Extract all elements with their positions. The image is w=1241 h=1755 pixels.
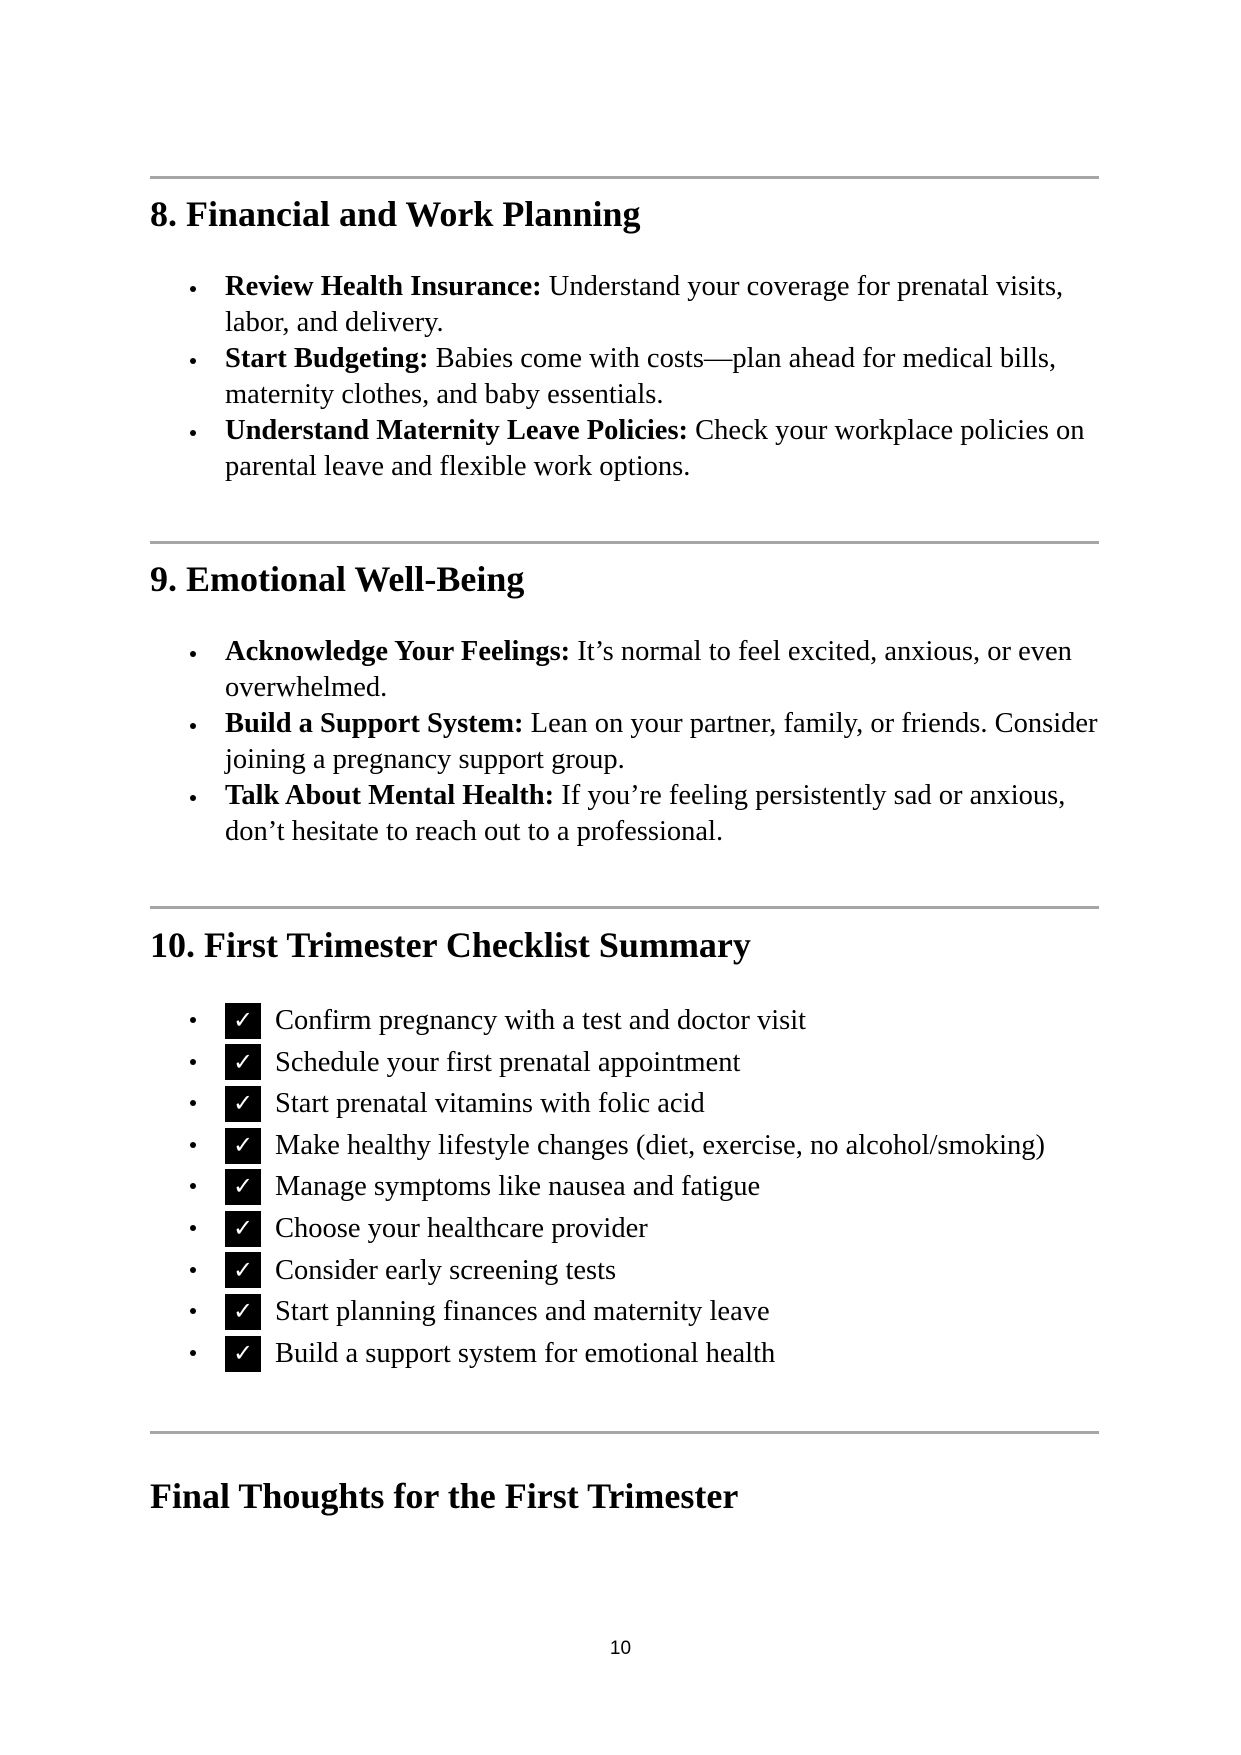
bullet-list (150, 269, 1105, 485)
section-heading: 9. Emotional Well-Being (150, 559, 525, 599)
checklist-text: Manage symptoms like nausea and fatigue (275, 1171, 761, 1203)
checklist-text: Start planning finances and maternity leave (275, 1296, 770, 1328)
item-text: It’s normal to feel excited, anxious, or even overwhelmed. (225, 636, 1072, 703)
item-text: Lean on your partner, family, or friends. Consider joining a pregnancy support group. (225, 708, 1098, 775)
item-label: Review Health Insurance: (225, 271, 542, 302)
checklist-item (150, 1250, 1105, 1292)
checklist-text: Choose your healthcare provider (275, 1212, 648, 1244)
checklist-item (150, 1166, 1105, 1208)
list-item (150, 341, 1105, 413)
checklist-text: Confirm pregnancy with a test and doctor visit (275, 1005, 807, 1036)
list-item (150, 269, 1105, 341)
divider (150, 906, 1099, 909)
item-label: Understand Maternity Leave Policies: (225, 415, 689, 446)
item-text: Check your workplace policies on parental leave and flexible work options. (225, 415, 1085, 482)
checklist-item (150, 1083, 1105, 1125)
checklist-item (150, 1291, 1105, 1333)
checklist-item (150, 1208, 1105, 1250)
list-item (150, 413, 1105, 485)
checklist-item (150, 1000, 1105, 1042)
section-heading: 8. Financial and Work Planning (150, 194, 641, 234)
check-box-icon: ✓ (225, 1003, 261, 1039)
check-box-icon: ✓ (225, 1252, 261, 1288)
item-text: Understand your coverage for prenatal visits, labor, and delivery. (225, 271, 1064, 338)
check-box-icon: ✓ (225, 1044, 261, 1080)
check-box-icon: ✓ (225, 1211, 261, 1247)
check-box-icon: ✓ (225, 1169, 261, 1205)
checklist (150, 1000, 1105, 1374)
divider (150, 176, 1099, 179)
item-label: Acknowledge Your Feelings: (225, 636, 571, 667)
check-box-icon: ✓ (225, 1128, 261, 1164)
checklist-text: Start prenatal vitamins with folic acid (275, 1088, 705, 1120)
list-item (150, 706, 1105, 778)
checklist-text: Consider early screening tests (275, 1254, 617, 1286)
item-label: Build a Support System: (225, 708, 524, 739)
checklist-text: Schedule your first prenatal appointment (275, 1046, 741, 1078)
check-box-icon: ✓ (225, 1294, 261, 1330)
check-box-icon: ✓ (225, 1086, 261, 1122)
list-item (150, 778, 1105, 850)
checklist-item (150, 1125, 1105, 1167)
check-box-icon: ✓ (225, 1336, 261, 1372)
item-label: Talk About Mental Health: (225, 780, 555, 811)
checklist-text: Make healthy lifestyle changes (diet, exercise, no alcohol/smoking) (275, 1129, 1046, 1161)
divider (150, 1431, 1099, 1434)
list-item (150, 634, 1105, 706)
page-number: 10 (609, 1638, 632, 1659)
divider (150, 541, 1099, 544)
final-heading: Final Thoughts for the First Trimester (150, 1476, 739, 1516)
section-heading: 10. First Trimester Checklist Summary (150, 925, 751, 965)
checklist-item (150, 1333, 1105, 1375)
item-label: Start Budgeting: (225, 343, 429, 374)
checklist-text: Build a support system for emotional health (275, 1337, 776, 1369)
item-text: If you’re feeling persistently sad or anxious, don’t hesitate to reach out to a professional. (225, 780, 1066, 847)
checklist-item (150, 1042, 1105, 1084)
item-text: Babies come with costs—plan ahead for medical bills, maternity clothes, and baby essentials. (225, 343, 1057, 410)
bullet-list (150, 634, 1105, 850)
